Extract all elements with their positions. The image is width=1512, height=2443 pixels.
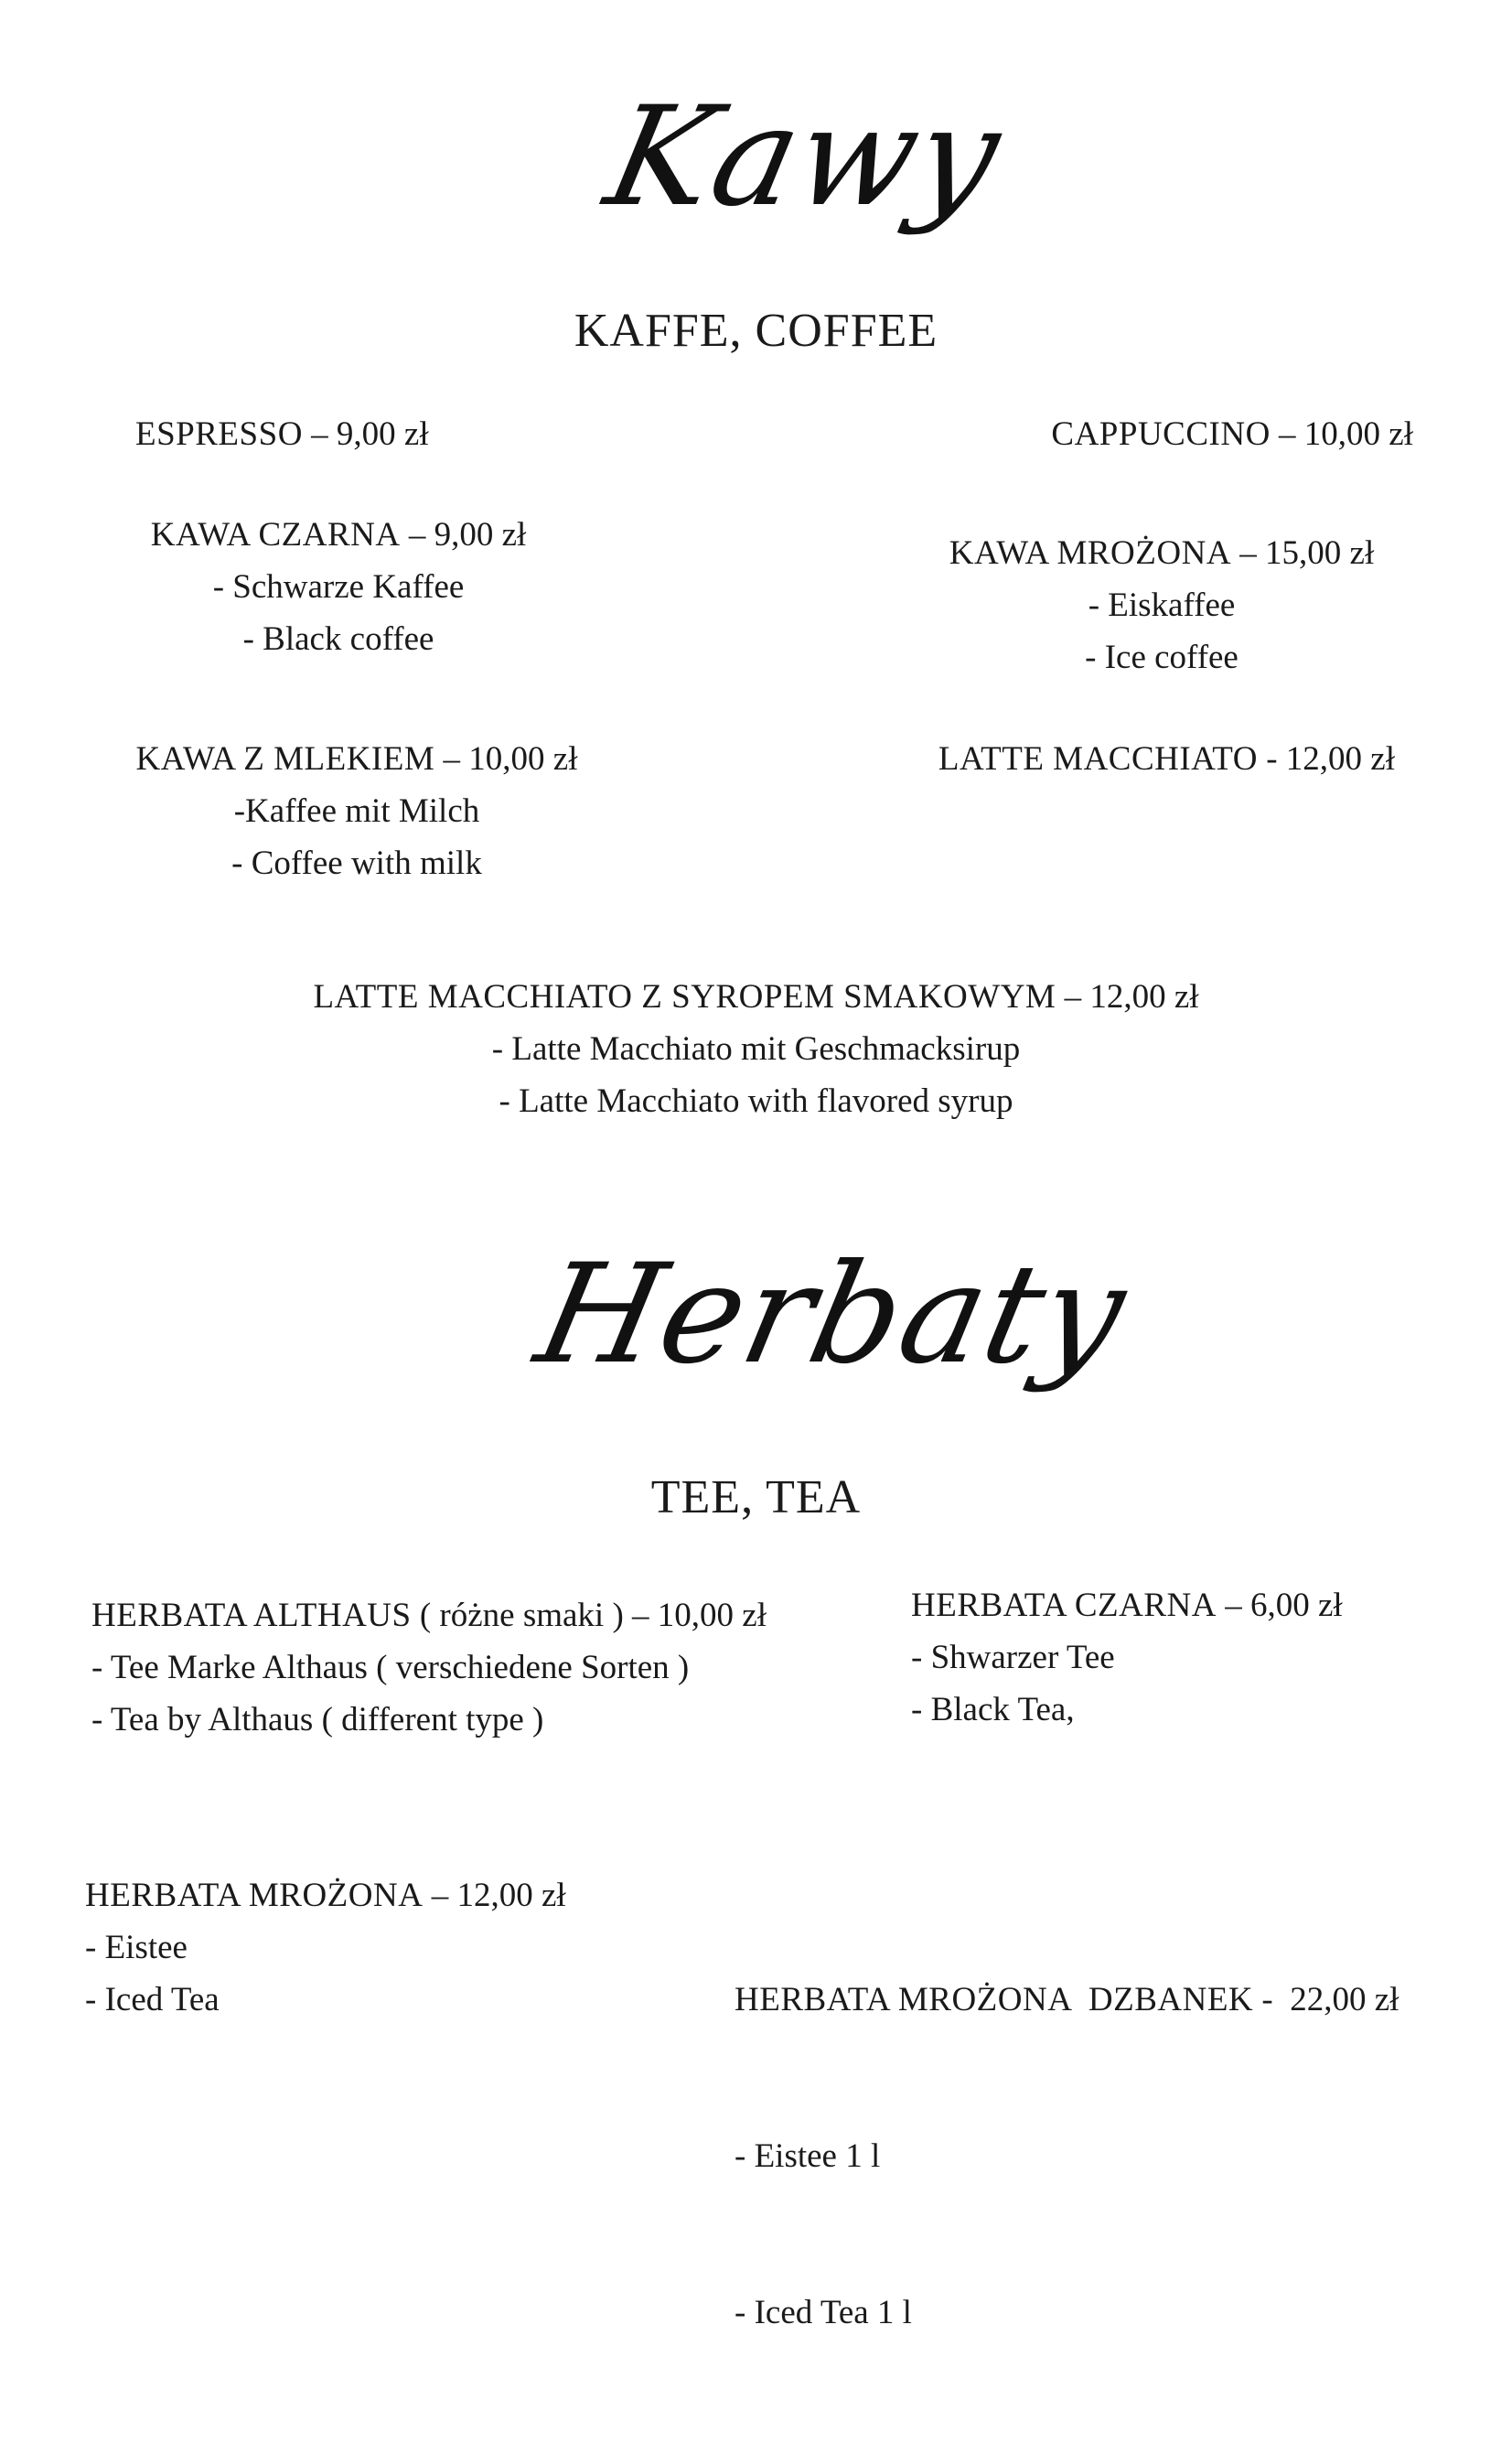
item-price: 6,00 zł [1249, 1587, 1343, 1624]
item-price: 10,00 zł [657, 1597, 767, 1634]
coffee-subtitle: KAFFE, COFFEE [574, 305, 938, 357]
menu-item-latte-syrop [0, 971, 1512, 1127]
item-description-de: - Tee Marke Althaus ( verschiedene Sorten ) [91, 1649, 690, 1686]
item-separator: – [1231, 534, 1266, 572]
coffee-script-title: Kawy [594, 78, 1015, 237]
menu-item-espresso [135, 408, 429, 460]
item-price: 12,00 zł [1089, 978, 1199, 1016]
item-description-en: - Tea by Althaus ( different type ) [91, 1701, 544, 1738]
item-description-en: - Coffee with milk [231, 845, 482, 882]
item-note: ( różne smaki ) [411, 1597, 624, 1634]
item-separator: – [1056, 978, 1090, 1016]
item-price: 15,00 zł [1265, 534, 1375, 572]
item-title: HERBATA MROŻONA [85, 1877, 424, 1914]
item-price: 12,00 zł [456, 1877, 566, 1914]
menu-item-cappuccino [1051, 408, 1413, 460]
item-description-de: - Latte Macchiato mit Geschmacksirup [491, 1030, 1021, 1068]
item-description-en: - Iced Tea [85, 1981, 220, 2018]
tea-subtitle: TEE, TEA [650, 1471, 862, 1523]
item-title: KAWA CZARNA [150, 516, 401, 554]
item-title: HERBATA MROŻONA DZBANEK [735, 1981, 1254, 2018]
item-description-de: -Kaffee mit Milch [233, 792, 480, 830]
item-price: 9,00 zł [336, 415, 429, 453]
item-price: 10,00 zł [468, 740, 578, 778]
menu-item-kawa-z-mlekiem [114, 733, 599, 889]
item-description-de: - Eistee 1 l [735, 2137, 881, 2175]
item-description-en: - Black Tea, [911, 1691, 1075, 1728]
item-separator: - [1257, 740, 1286, 778]
item-description-de: - Shwarzer Tee [911, 1639, 1115, 1676]
item-price: 9,00 zł [434, 516, 527, 554]
menu-item-latte-macchiato [938, 733, 1395, 785]
item-title: KAWA Z MLEKIEM [135, 740, 435, 778]
item-title: HERBATA ALTHAUS [91, 1597, 412, 1634]
item-description-de: - Eiskaffee [1088, 587, 1236, 624]
item-title: KAWA MROŻONA [949, 534, 1232, 572]
item-price: 22,00 zł [1290, 1981, 1399, 2018]
item-separator: – [434, 740, 469, 778]
item-description-en: - Latte Macchiato with flavored syrup [499, 1082, 1013, 1120]
item-title: HERBATA CZARNA [911, 1587, 1217, 1624]
item-price: 10,00 zł [1303, 415, 1413, 453]
item-title: LATTE MACCHIATO [938, 740, 1258, 778]
menu-item-kawa-mrozona [915, 527, 1409, 683]
item-separator: – [1270, 415, 1304, 453]
item-description-en: - Iced Tea 1 l [735, 2294, 912, 2331]
item-description-en: - Ice coffee [1085, 639, 1239, 676]
item-price: 12,00 zł [1285, 740, 1395, 778]
item-title: ESPRESSO [135, 415, 303, 453]
menu-item-herbata-mrozona [85, 1869, 566, 2026]
item-separator: – [400, 516, 434, 554]
menu-item-herbata-althaus [91, 1589, 767, 1746]
item-separator: – [1216, 1587, 1250, 1624]
item-separator: - [1253, 1981, 1291, 2018]
item-separator: – [423, 1877, 457, 1914]
item-title: LATTE MACCHIATO Z SYROPEM SMAKOWYM [313, 978, 1056, 1016]
menu-item-kawa-czarna [110, 509, 567, 665]
item-title: CAPPUCCINO [1051, 415, 1271, 453]
menu-item-herbata-czarna [911, 1579, 1343, 1736]
tea-script-title: Herbaty [524, 1235, 1141, 1394]
menu-item-herbata-mrozona-dzbanek [735, 1869, 1399, 2443]
item-description-en: - Black coffee [242, 620, 434, 658]
item-description-de: - Schwarze Kaffee [212, 568, 465, 606]
item-separator: – [302, 415, 337, 453]
item-description-de: - Eistee [85, 1929, 188, 1966]
item-separator: – [623, 1597, 658, 1634]
